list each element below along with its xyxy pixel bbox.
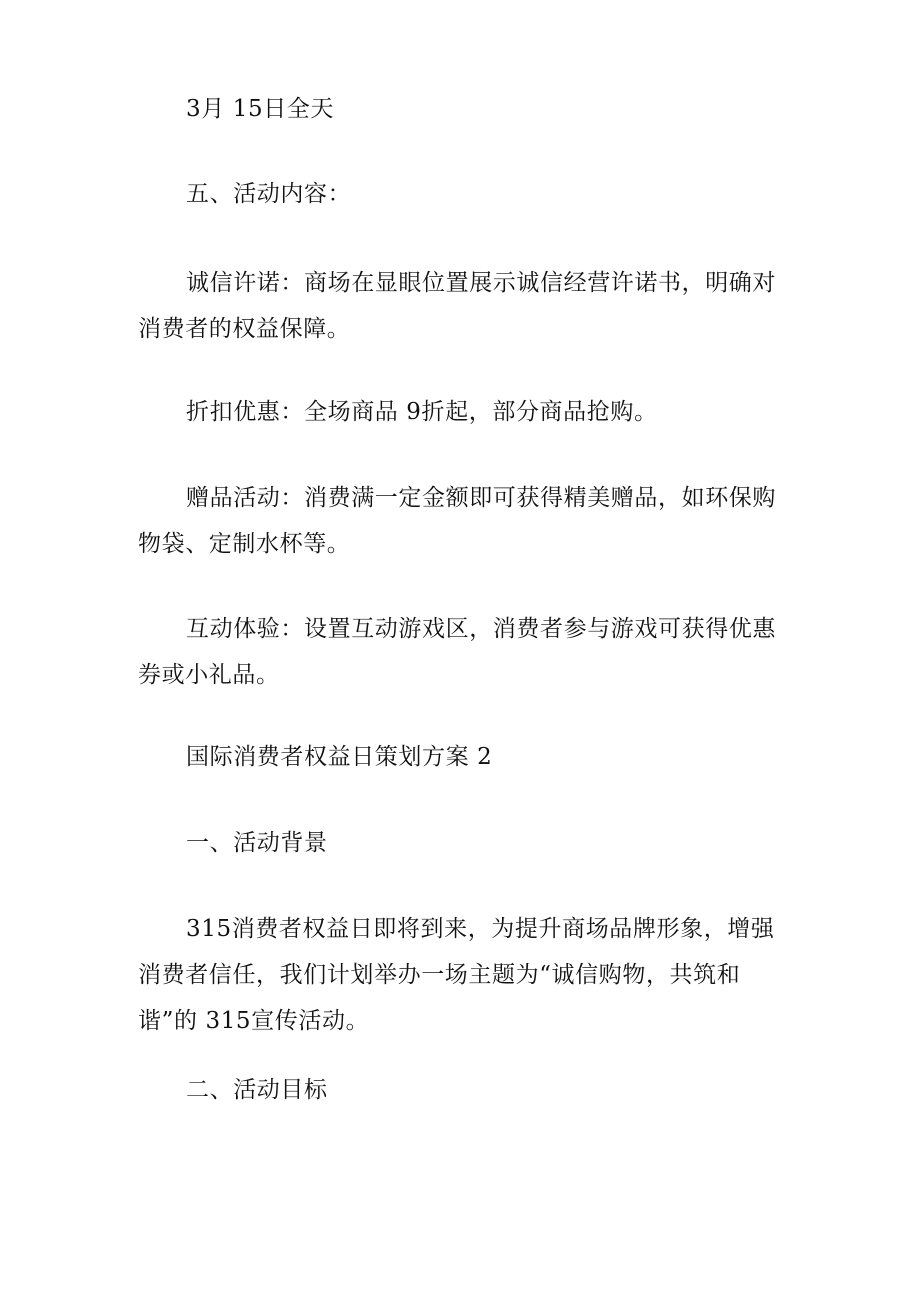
section-heading-goals: 二、活动目标: [186, 1077, 328, 1103]
plan-title: 国际消费者权益日策划方案 2: [186, 744, 493, 770]
event-time-text: 3月 15日全天: [186, 96, 335, 122]
paragraph-interactive-experience: 互动体验：设置互动游戏区，消费者参与游戏可获得优惠券或小礼品。: [138, 616, 776, 688]
paragraph-discount: 折扣优惠：全场商品 9折起，部分商品抢购。: [186, 399, 658, 425]
paragraph-background: 315消费者权益日即将到来，为提升商场品牌形象，增强消费者信任，我们计划举办一场主题为“诚信购物，共筑和谐”的 315宣传活动。: [138, 916, 775, 1034]
paragraph-gift-activity: 赠品活动：消费满一定金额即可获得精美赠品，如环保购物袋、定制水杯等。: [138, 485, 776, 557]
paragraph-integrity-pledge: 诚信许诺：商场在显眼位置展示诚信经营许诺书，明确对消费者的权益保障。: [138, 270, 776, 342]
section-heading-background: 一、活动背景: [186, 830, 328, 856]
section-heading-activity-content: 五、活动内容：: [186, 181, 352, 207]
